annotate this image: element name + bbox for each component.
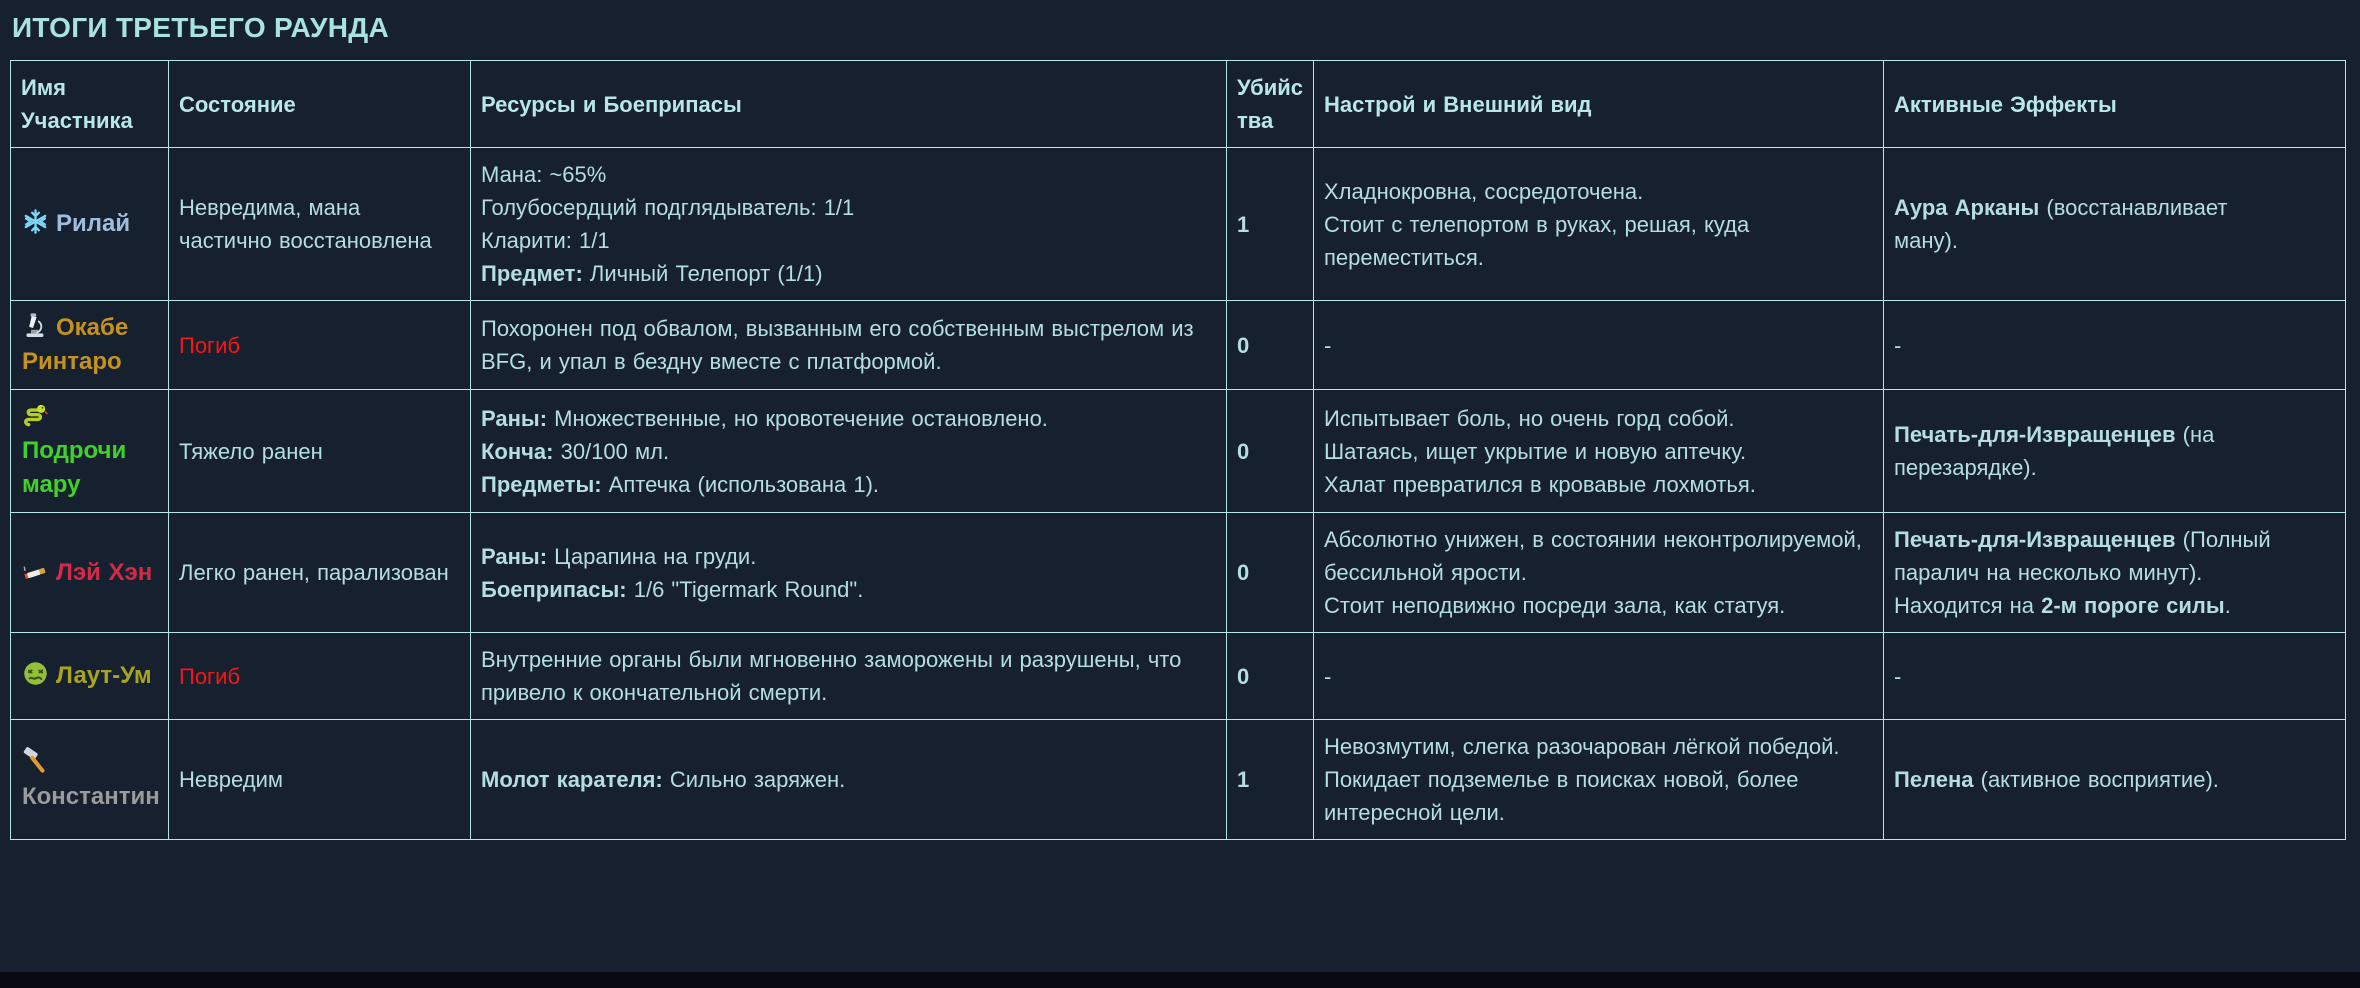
state-cell bbox=[169, 390, 471, 513]
kills-cell: 0 bbox=[1227, 513, 1314, 633]
effects-cell bbox=[1884, 720, 2346, 840]
mood-line: Абсолютно унижен, в состоянии неконтролируемой, бессильной ярости. bbox=[1324, 527, 1862, 585]
effects-line bbox=[1894, 660, 2297, 693]
text-segment: (Полный паралич на несколько минут). bbox=[1894, 527, 2271, 585]
column-header-kills: Убийства bbox=[1227, 61, 1314, 148]
participant-name: Константин bbox=[22, 782, 160, 810]
bold-text-segment: Боеприпасы: bbox=[481, 576, 627, 602]
mood-line: Покидает подземелье в поисках новой, более интересной цели. bbox=[1324, 767, 1799, 825]
mood-cell bbox=[1314, 390, 1884, 513]
participant-name: Окабе Ринтаро bbox=[22, 314, 129, 375]
microscope-icon bbox=[22, 312, 49, 339]
column-header-resources: Ресурсы и Боеприпасы bbox=[471, 61, 1227, 148]
bold-text-segment: Молот карателя: bbox=[481, 767, 663, 792]
participant-name: Подрочи мару bbox=[22, 437, 127, 498]
mood-cell bbox=[1314, 148, 1884, 301]
text-segment: Личный Телепорт (1/1) bbox=[582, 261, 823, 286]
resources-cell bbox=[471, 390, 1227, 513]
resources-line bbox=[481, 257, 1216, 290]
table-body bbox=[11, 148, 2346, 840]
resources-cell bbox=[471, 148, 1227, 301]
resources-cell bbox=[471, 633, 1227, 720]
resources-line bbox=[481, 643, 1216, 709]
effects-cell bbox=[1884, 390, 2346, 513]
participant-name-cell bbox=[11, 148, 169, 301]
text-segment: . bbox=[2224, 593, 2231, 618]
state-label: Тяжело ранен bbox=[179, 438, 323, 464]
kills-cell: 1 bbox=[1227, 720, 1314, 840]
bold-text-segment: Предметы: bbox=[481, 471, 602, 497]
mood-cell bbox=[1314, 301, 1884, 390]
mood-line: Шатаясь, ищет укрытие и новую аптечку. bbox=[1324, 438, 1747, 464]
state-cell bbox=[169, 720, 471, 840]
resources-cell bbox=[471, 301, 1227, 390]
table-row bbox=[11, 390, 2346, 513]
resources-line bbox=[481, 312, 1216, 378]
bold-text-segment: Печать-для-Извращенцев bbox=[1894, 422, 2176, 447]
participant-name-cell bbox=[11, 633, 169, 720]
effects-cell bbox=[1884, 301, 2346, 390]
participant-name: Лаут-Ум bbox=[56, 662, 152, 689]
state-label: Невредима, мана частично восстановлена bbox=[179, 195, 432, 253]
table-row bbox=[11, 633, 2346, 720]
text-segment: 1/6 "Tigermark Round". bbox=[626, 576, 864, 602]
mood-line: Стоит с телепортом в руках, решая, куда переместиться. bbox=[1324, 211, 1750, 270]
participant-name-cell bbox=[11, 390, 169, 513]
mood-cell bbox=[1314, 720, 1884, 840]
resources-line bbox=[481, 540, 1216, 573]
snowflake-icon bbox=[22, 208, 49, 235]
text-segment: (восстанавливает ману). bbox=[1894, 195, 2228, 253]
text-segment: Сильно заряжен. bbox=[662, 767, 846, 792]
state-cell bbox=[169, 633, 471, 720]
effects-line bbox=[1894, 763, 2297, 796]
resources-line bbox=[481, 191, 1216, 224]
effects-line bbox=[1894, 191, 2297, 257]
text-segment: Кларити: 1/1 bbox=[481, 228, 610, 253]
text-segment: (активное восприятие). bbox=[1973, 767, 2219, 792]
column-header-mood: Настрой и Внешний вид bbox=[1314, 61, 1884, 148]
effects-cell bbox=[1884, 513, 2346, 633]
state-label: Невредим bbox=[179, 767, 284, 792]
state-cell bbox=[169, 301, 471, 390]
bold-text-segment: Предмет: bbox=[481, 261, 583, 286]
column-header-effects: Активные Эффекты bbox=[1884, 61, 2346, 148]
participant-name-cell bbox=[11, 513, 169, 633]
text-segment: Находится на bbox=[1894, 593, 2042, 618]
bold-text-segment: Конча: bbox=[481, 438, 554, 464]
text-segment: Царапина на груди. bbox=[547, 543, 757, 569]
results-table bbox=[10, 60, 2346, 840]
kills-cell: 0 bbox=[1227, 301, 1314, 390]
effects-line bbox=[1894, 329, 2297, 362]
state-dead-label: Погиб bbox=[179, 663, 240, 689]
table-row bbox=[11, 301, 2346, 390]
page-title: ИТОГИ ТРЕТЬЕГО РАУНДА bbox=[12, 12, 389, 43]
bold-text-segment: Раны: bbox=[481, 543, 548, 569]
column-header-state: Состояние bbox=[169, 61, 471, 148]
text-segment: 30/100 мл. bbox=[553, 438, 670, 464]
header-row bbox=[11, 61, 2346, 148]
table-row bbox=[11, 720, 2346, 840]
column-header-name: Имя Участника bbox=[11, 61, 169, 148]
text-segment: Множественные, но кровотечение остановлено. bbox=[547, 405, 1048, 431]
text-segment: Мана: ~65% bbox=[481, 162, 607, 187]
state-cell bbox=[169, 148, 471, 301]
state-cell bbox=[169, 513, 471, 633]
mood-cell bbox=[1314, 633, 1884, 720]
text-segment: Похоронен под обвалом, вызванным его собственным выстрелом из BFG, и упал в бездну вместе с платформой. bbox=[481, 316, 1194, 374]
kills-cell: 0 bbox=[1227, 390, 1314, 513]
text-segment: - bbox=[1894, 663, 1902, 689]
participant-name-cell bbox=[11, 301, 169, 390]
resources-line bbox=[481, 435, 1216, 468]
effects-cell bbox=[1884, 633, 2346, 720]
mood-line: - bbox=[1324, 332, 1332, 358]
text-segment: (на перезарядке). bbox=[1894, 422, 2215, 480]
resources-line bbox=[481, 224, 1216, 257]
mood-line: Испытывает боль, но очень горд собой. bbox=[1324, 405, 1735, 431]
table-row bbox=[11, 513, 2346, 633]
resources-line bbox=[481, 573, 1216, 606]
kills-cell: 0 bbox=[1227, 633, 1314, 720]
bold-text-segment: 2-м пороге силы bbox=[2041, 593, 2225, 618]
bold-text-segment: Аура Арканы bbox=[1894, 195, 2040, 220]
participant-name: Лэй Хэн bbox=[56, 558, 153, 586]
resources-cell bbox=[471, 720, 1227, 840]
effects-line bbox=[1894, 523, 2297, 589]
table-header bbox=[11, 61, 2346, 148]
bold-text-segment: Печать-для-Извращенцев bbox=[1894, 527, 2176, 552]
mood-line: Невозмутим, слегка разочарован лёгкой победой. bbox=[1324, 734, 1840, 759]
state-label: Легко ранен, парализован bbox=[179, 560, 449, 585]
mood-line: - bbox=[1324, 663, 1332, 689]
effects-cell bbox=[1884, 148, 2346, 301]
cigarette-icon bbox=[22, 557, 49, 584]
nauseated-face-icon bbox=[22, 660, 49, 687]
text-segment: Голубосердций подглядыватель: 1/1 bbox=[481, 195, 855, 220]
bottom-bar bbox=[0, 972, 2360, 988]
table-row bbox=[11, 148, 2346, 301]
hammer-icon bbox=[22, 747, 49, 774]
resources-line bbox=[481, 402, 1216, 435]
mood-line: Халат превратился в кровавые лохмотья. bbox=[1324, 471, 1756, 497]
effects-line bbox=[1894, 418, 2297, 484]
text-segment: Внутренние органы были мгновенно заморожены и разрушены, что привело к окончательной смерти. bbox=[481, 647, 1182, 705]
resources-line bbox=[481, 763, 1216, 796]
resources-line bbox=[481, 158, 1216, 191]
bold-text-segment: Пелена bbox=[1894, 767, 1974, 792]
participant-name: Рилай bbox=[56, 210, 131, 237]
bold-text-segment: Раны: bbox=[481, 405, 548, 431]
snake-icon bbox=[22, 401, 49, 428]
effects-line bbox=[1894, 589, 2297, 622]
text-segment: Аптечка (использована 1). bbox=[601, 471, 880, 497]
state-dead-label: Погиб bbox=[179, 332, 240, 358]
text-segment: - bbox=[1894, 332, 1902, 358]
participant-name-cell bbox=[11, 720, 169, 840]
mood-line: Хладнокровна, сосредоточена. bbox=[1324, 178, 1644, 204]
resources-cell bbox=[471, 513, 1227, 633]
mood-line: Стоит неподвижно посреди зала, как статуя. bbox=[1324, 593, 1786, 618]
mood-cell bbox=[1314, 513, 1884, 633]
kills-cell: 1 bbox=[1227, 148, 1314, 301]
resources-line bbox=[481, 468, 1216, 501]
